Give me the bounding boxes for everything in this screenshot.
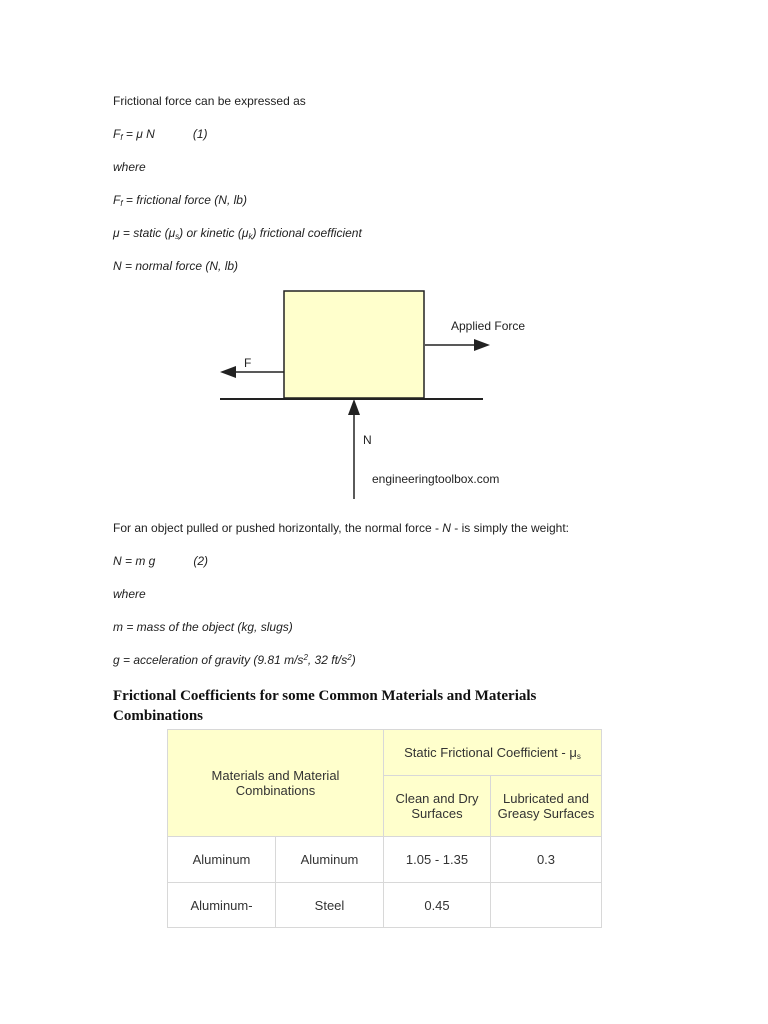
cell-material-2: Steel [276,883,384,928]
header-lubricated: Lubricated and Greasy Surfaces [491,776,602,837]
eq2-number: (2) [193,554,209,568]
header-clean: Clean and Dry Surfaces [384,776,491,837]
header-materials: Materials and Material Combinations [168,730,384,837]
def-g-sup2: 2 [347,653,352,662]
coefficient-table [167,729,602,928]
normal-force-sentence [113,521,569,535]
section-heading: Frictional Coefficients for some Common Materials and Materials Combinations [113,688,537,724]
def-mass: m = mass of the object (kg, slugs) [113,620,293,634]
table-header-row [168,730,602,776]
eq2-text: N = m g [113,554,156,568]
eq1-number: (1) [192,127,208,141]
eq1-lhs-sub: f [120,133,123,142]
header-static-sub: s [576,751,581,761]
watermark: engineeringtoolbox.com [372,472,500,486]
def-ff-sub: f [120,199,123,208]
cell-clean: 1.05 - 1.35 [384,837,491,883]
cell-material-1: Aluminum [168,837,276,883]
equation-1 [113,127,208,142]
def-ff-text: = frictional force (N, lb) [122,193,247,207]
def-frictional-force [113,193,247,208]
eq1-rhs: = μ N [122,127,155,141]
cell-material-2: Aluminum [276,837,384,883]
table-row [168,837,602,883]
def-g-b: , 32 ft/s [307,653,348,667]
equation-2 [113,554,208,568]
cell-material-1: Aluminum- [168,883,276,928]
header-static [384,730,602,776]
def-g-sup1: 2 [303,653,308,662]
def-mu [113,226,362,241]
sentence-b: - is simply the weight: [450,521,570,535]
friction-label: F [244,356,252,370]
intro-text: Frictional force can be expressed as [113,94,306,108]
table-row [168,883,602,928]
def-mu-c: ) frictional coefficient [252,226,362,240]
friction-arrowhead [220,366,236,378]
def-g-a: g = acceleration of gravity (9.81 m/s [113,653,304,667]
def-mu-sub-k: k [248,232,253,241]
friction-diagram [210,285,526,503]
eq1-lhs: F [113,127,121,141]
where-1: where [113,160,146,174]
header-static-text: Static Frictional Coefficient - μ [404,744,577,760]
cell-lubricated [491,883,602,928]
sentence-a: For an object pulled or pushed horizontally, the normal force - [113,521,443,535]
normal-force-label: N [363,433,372,447]
def-gravity [113,653,356,667]
normal-force-arrowhead [348,399,360,415]
def-mu-sub-s: s [175,232,180,241]
def-g-c: ) [351,653,356,667]
def-mu-a: μ = static (μ [113,226,176,240]
def-normal-force: N = normal force (N, lb) [113,259,239,273]
cell-lubricated: 0.3 [491,837,602,883]
applied-force-arrowhead [474,339,490,351]
def-mu-b: ) or kinetic (μ [179,226,249,240]
applied-force-label: Applied Force [451,319,526,333]
def-ff-symbol: F [113,193,121,207]
where-2: where [113,587,146,601]
sentence-n: N [442,521,451,535]
cell-clean: 0.45 [384,883,491,928]
block [284,291,424,398]
